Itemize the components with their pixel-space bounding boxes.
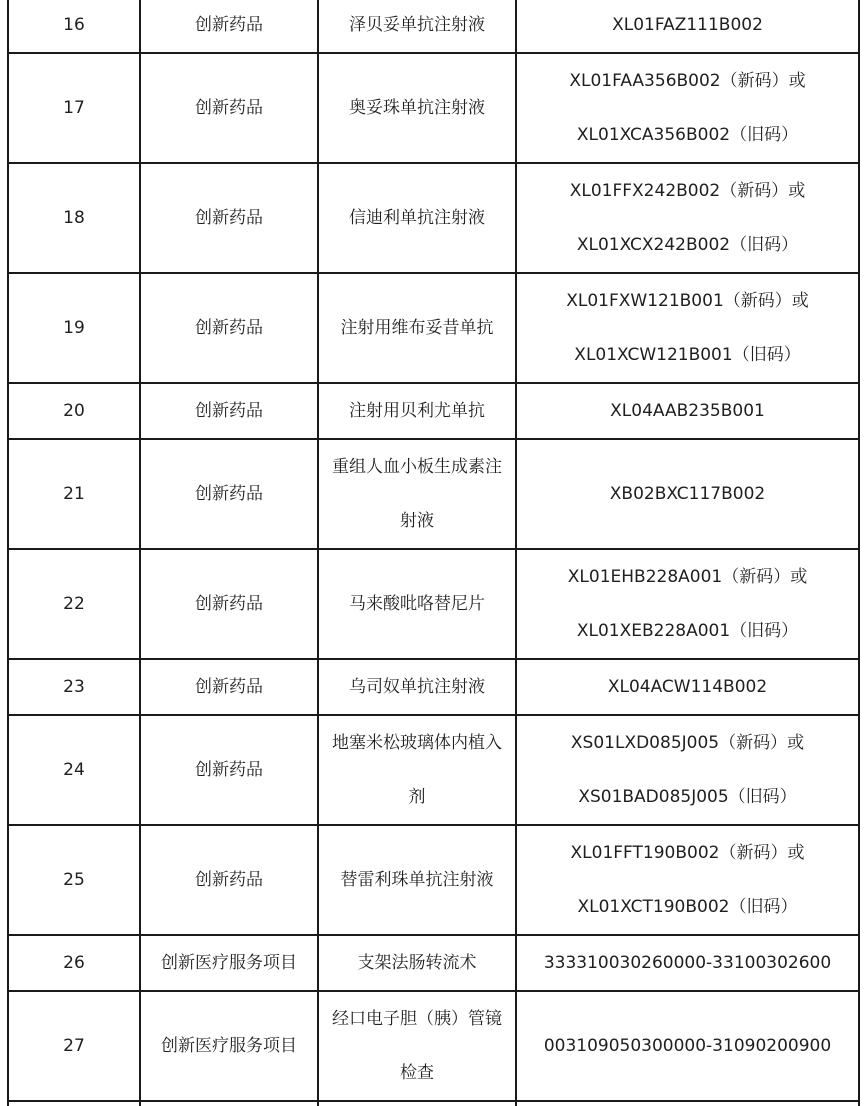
item-code-line: XS01BAD085J005（旧码） (578, 787, 797, 807)
table-row (8, 0, 859, 53)
category-cell: 创新药品 (140, 273, 318, 383)
table-body (8, 0, 859, 1106)
item-name-line: 地塞米松玻璃体内植入 (332, 733, 502, 753)
item-name-cell (318, 53, 516, 163)
category-cell: 创新医疗服务项目 (140, 991, 318, 1101)
empty-cell (516, 1101, 859, 1106)
category-cell: 创新药品 (140, 383, 318, 439)
category-cell: 创新药品 (140, 715, 318, 825)
item-name-cell (318, 825, 516, 935)
item-code-line: XL01XCT190B002（旧码） (577, 897, 798, 917)
table-row (8, 549, 859, 659)
category-cell: 创新药品 (140, 53, 318, 163)
row-number-cell: 27 (8, 991, 140, 1101)
item-code-line: XL01FAA356B002（新码）或 (569, 71, 806, 91)
item-name-line: 支架法肠转流术 (357, 953, 477, 973)
item-code-line: XL01FFT190B002（新码）或 (570, 843, 805, 863)
empty-cell (8, 1101, 140, 1106)
item-code-cell (516, 53, 859, 163)
item-name-line: 剂 (408, 787, 426, 807)
item-code-line: XL01XEB228A001（旧码） (576, 621, 799, 641)
item-name-cell (318, 991, 516, 1101)
row-number-cell: 16 (8, 0, 140, 53)
item-name-line: 检查 (400, 1063, 434, 1083)
item-code-cell (516, 439, 859, 549)
category-cell: 创新药品 (140, 549, 318, 659)
row-number-cell: 25 (8, 825, 140, 935)
table-row-partial (8, 1101, 859, 1106)
item-name-line: 射液 (400, 511, 434, 531)
item-code-line: XL04ACW114B002 (607, 677, 768, 697)
item-name-line: 信迪利单抗注射液 (349, 208, 485, 228)
item-code-line: XB02BXC117B002 (609, 484, 766, 504)
item-code-line: 003109050300000-31090200900 (543, 1036, 832, 1056)
item-name-cell (318, 715, 516, 825)
item-name-line: 马来酸吡咯替尼片 (349, 594, 485, 614)
item-code-cell (516, 659, 859, 715)
row-number-cell: 21 (8, 439, 140, 549)
item-code-line: XL01FXW121B001（新码）或 (566, 291, 809, 311)
item-code-line: XL01EHB228A001（新码）或 (567, 567, 808, 587)
row-number-cell: 19 (8, 273, 140, 383)
row-number-cell: 23 (8, 659, 140, 715)
row-number-cell: 17 (8, 53, 140, 163)
innovation-items-table (7, 0, 860, 1106)
table-row (8, 439, 859, 549)
item-name-cell (318, 383, 516, 439)
item-code-cell (516, 715, 859, 825)
item-name-cell (318, 273, 516, 383)
table-row (8, 383, 859, 439)
item-code-line: XL01XCA356B002（旧码） (576, 125, 799, 145)
table-row (8, 715, 859, 825)
table-row (8, 659, 859, 715)
item-name-cell (318, 659, 516, 715)
empty-cell (140, 1101, 318, 1106)
table-row (8, 163, 859, 273)
table-row (8, 825, 859, 935)
category-cell: 创新药品 (140, 163, 318, 273)
item-code-cell (516, 991, 859, 1101)
item-code-line: 333310030260000-33100302600 (543, 953, 832, 973)
item-name-cell (318, 549, 516, 659)
item-code-line: XL04AAB235B001 (610, 401, 765, 421)
item-name-line: 注射用贝利尤单抗 (349, 401, 485, 421)
item-code-cell (516, 549, 859, 659)
table-row (8, 273, 859, 383)
item-name-cell (318, 439, 516, 549)
item-code-line: XS01LXD085J005（新码）或 (570, 733, 805, 753)
item-name-line: 注射用维布妥昔单抗 (340, 318, 494, 338)
row-number-cell: 26 (8, 935, 140, 991)
item-name-line: 奥妥珠单抗注射液 (349, 98, 485, 118)
item-code-cell (516, 273, 859, 383)
item-code-line: XL01XCX242B002（旧码） (576, 235, 799, 255)
category-cell: 创新药品 (140, 0, 318, 53)
category-cell: 创新药品 (140, 825, 318, 935)
item-name-line: 经口电子胆（胰）管镜 (332, 1009, 502, 1029)
item-code-cell (516, 935, 859, 991)
item-code-line: XL01FAZ111B002 (612, 15, 763, 35)
item-name-cell (318, 935, 516, 991)
item-name-line: 重组人血小板生成素注 (332, 457, 502, 477)
item-code-cell (516, 163, 859, 273)
table-row (8, 991, 859, 1101)
item-name-line: 替雷利珠单抗注射液 (340, 870, 494, 890)
empty-cell (318, 1101, 516, 1106)
item-code-cell (516, 0, 859, 53)
item-code-cell (516, 825, 859, 935)
category-cell: 创新药品 (140, 439, 318, 549)
row-number-cell: 18 (8, 163, 140, 273)
item-name-cell (318, 163, 516, 273)
item-code-line: XL01XCW121B001（旧码） (574, 345, 801, 365)
row-number-cell: 20 (8, 383, 140, 439)
table-row (8, 53, 859, 163)
table-row (8, 935, 859, 991)
item-name-cell (318, 0, 516, 53)
item-name-line: 乌司奴单抗注射液 (349, 677, 485, 697)
category-cell: 创新药品 (140, 659, 318, 715)
row-number-cell: 24 (8, 715, 140, 825)
item-name-line: 泽贝妥单抗注射液 (349, 15, 485, 35)
category-cell: 创新医疗服务项目 (140, 935, 318, 991)
item-code-line: XL01FFX242B002（新码）或 (569, 181, 806, 201)
item-code-cell (516, 383, 859, 439)
row-number-cell: 22 (8, 549, 140, 659)
